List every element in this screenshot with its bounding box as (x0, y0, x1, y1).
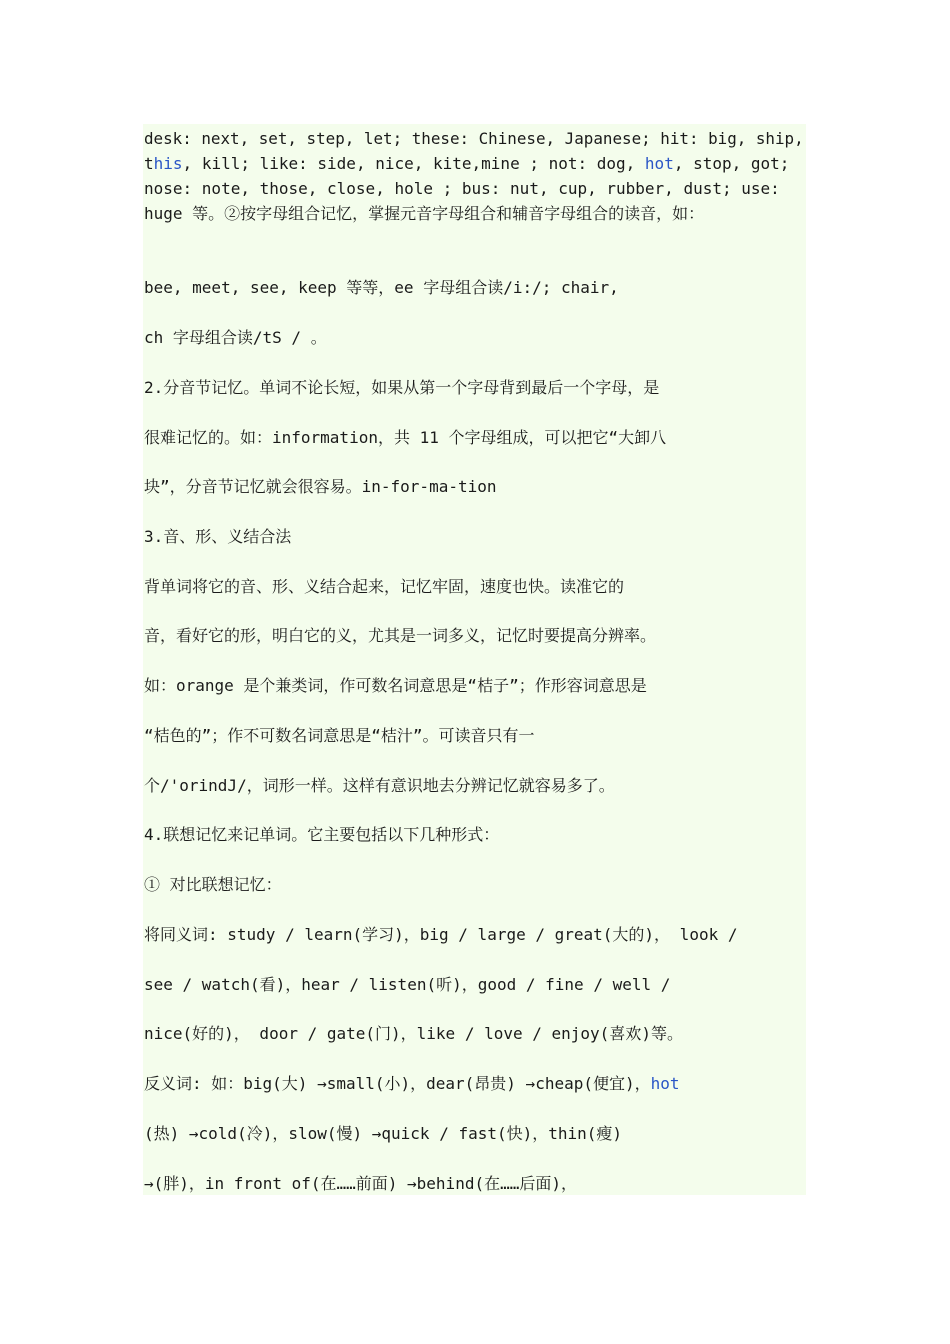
text-line: 2.分音节记忆。单词不论长短，如果从第一个字母背到最后一个字母，是 (144, 378, 660, 397)
section-heading: 3.音、形、义结合法 (144, 527, 292, 546)
text-line: nice(好的)， door / gate(门)，like / love / enjoy(喜欢)等。 (144, 1024, 683, 1043)
text-line: 如：orange 是个兼类词，作可数名词意思是“桔子”；作形容词意思是 (144, 676, 647, 695)
text-line: ch 字母组合读/tS / 。 (144, 328, 327, 347)
text-line: 个/'orindJ/，词形一样。这样有意识地去分辨记忆就容易多了。 (144, 776, 615, 795)
text-line: 很难记忆的。如：information，共 11 个字母组成，可以把它“大卸八 (144, 428, 667, 447)
subsection-heading: ① 对比联想记忆： (144, 875, 282, 894)
text-line: 音，看好它的形，明白它的义，尤其是一词多义，记忆时要提高分辨率。 (144, 626, 657, 645)
text-line: nose: note, those, close, hole ; bus: nut, cup, rubber, dust; use: (144, 179, 780, 198)
text-line: bee, meet, see, keep 等等，ee 字母组合读/i:/; chair, (144, 278, 619, 297)
text-line: 块”，分音节记忆就会很容易。in-for-ma-tion (144, 477, 497, 496)
section-heading: 4.联想记忆来记单词。它主要包括以下几种形式： (144, 825, 500, 844)
hyperlink-this[interactable]: his (153, 154, 183, 173)
text-line: desk: next, set, step, let; these: Chinese, Japanese; hit: big, ship, (144, 129, 804, 148)
text-line: →(胖)，in front of(在……前面) →behind(在……后面)， (144, 1174, 577, 1193)
text-line: 背单词将它的音、形、义结合起来，记忆牢固，速度也快。读准它的 (144, 577, 625, 596)
hyperlink-hot[interactable]: hot (650, 1074, 680, 1093)
text-line: this, kill; like: side, nice, kite,mine ; not: dog, hot, stop, got; (144, 154, 790, 173)
text-line: “桔色的”；作不可数名词意思是“桔汁”。可读音只有一 (144, 726, 535, 745)
text-line: 反义词: 如：big(大) →small(小)，dear(昂贵) →cheap(便宜)，hot (144, 1074, 680, 1093)
text-line: see / watch(看)，hear / listen(听)，good / fine / well / (144, 975, 671, 994)
text-line: 将同义词: study / learn(学习)，big / large / great(大的)， look / (144, 925, 738, 944)
hyperlink-hot[interactable]: hot (644, 154, 674, 173)
text-line: (热) →cold(冷)，slow(慢) →quick / fast(快)，thin(瘦) (144, 1124, 623, 1143)
highlighted-text-block (143, 124, 806, 1195)
text-line: huge 等。②按字母组合记忆，掌握元音字母组合和辅音字母组合的读音，如： (144, 204, 705, 223)
